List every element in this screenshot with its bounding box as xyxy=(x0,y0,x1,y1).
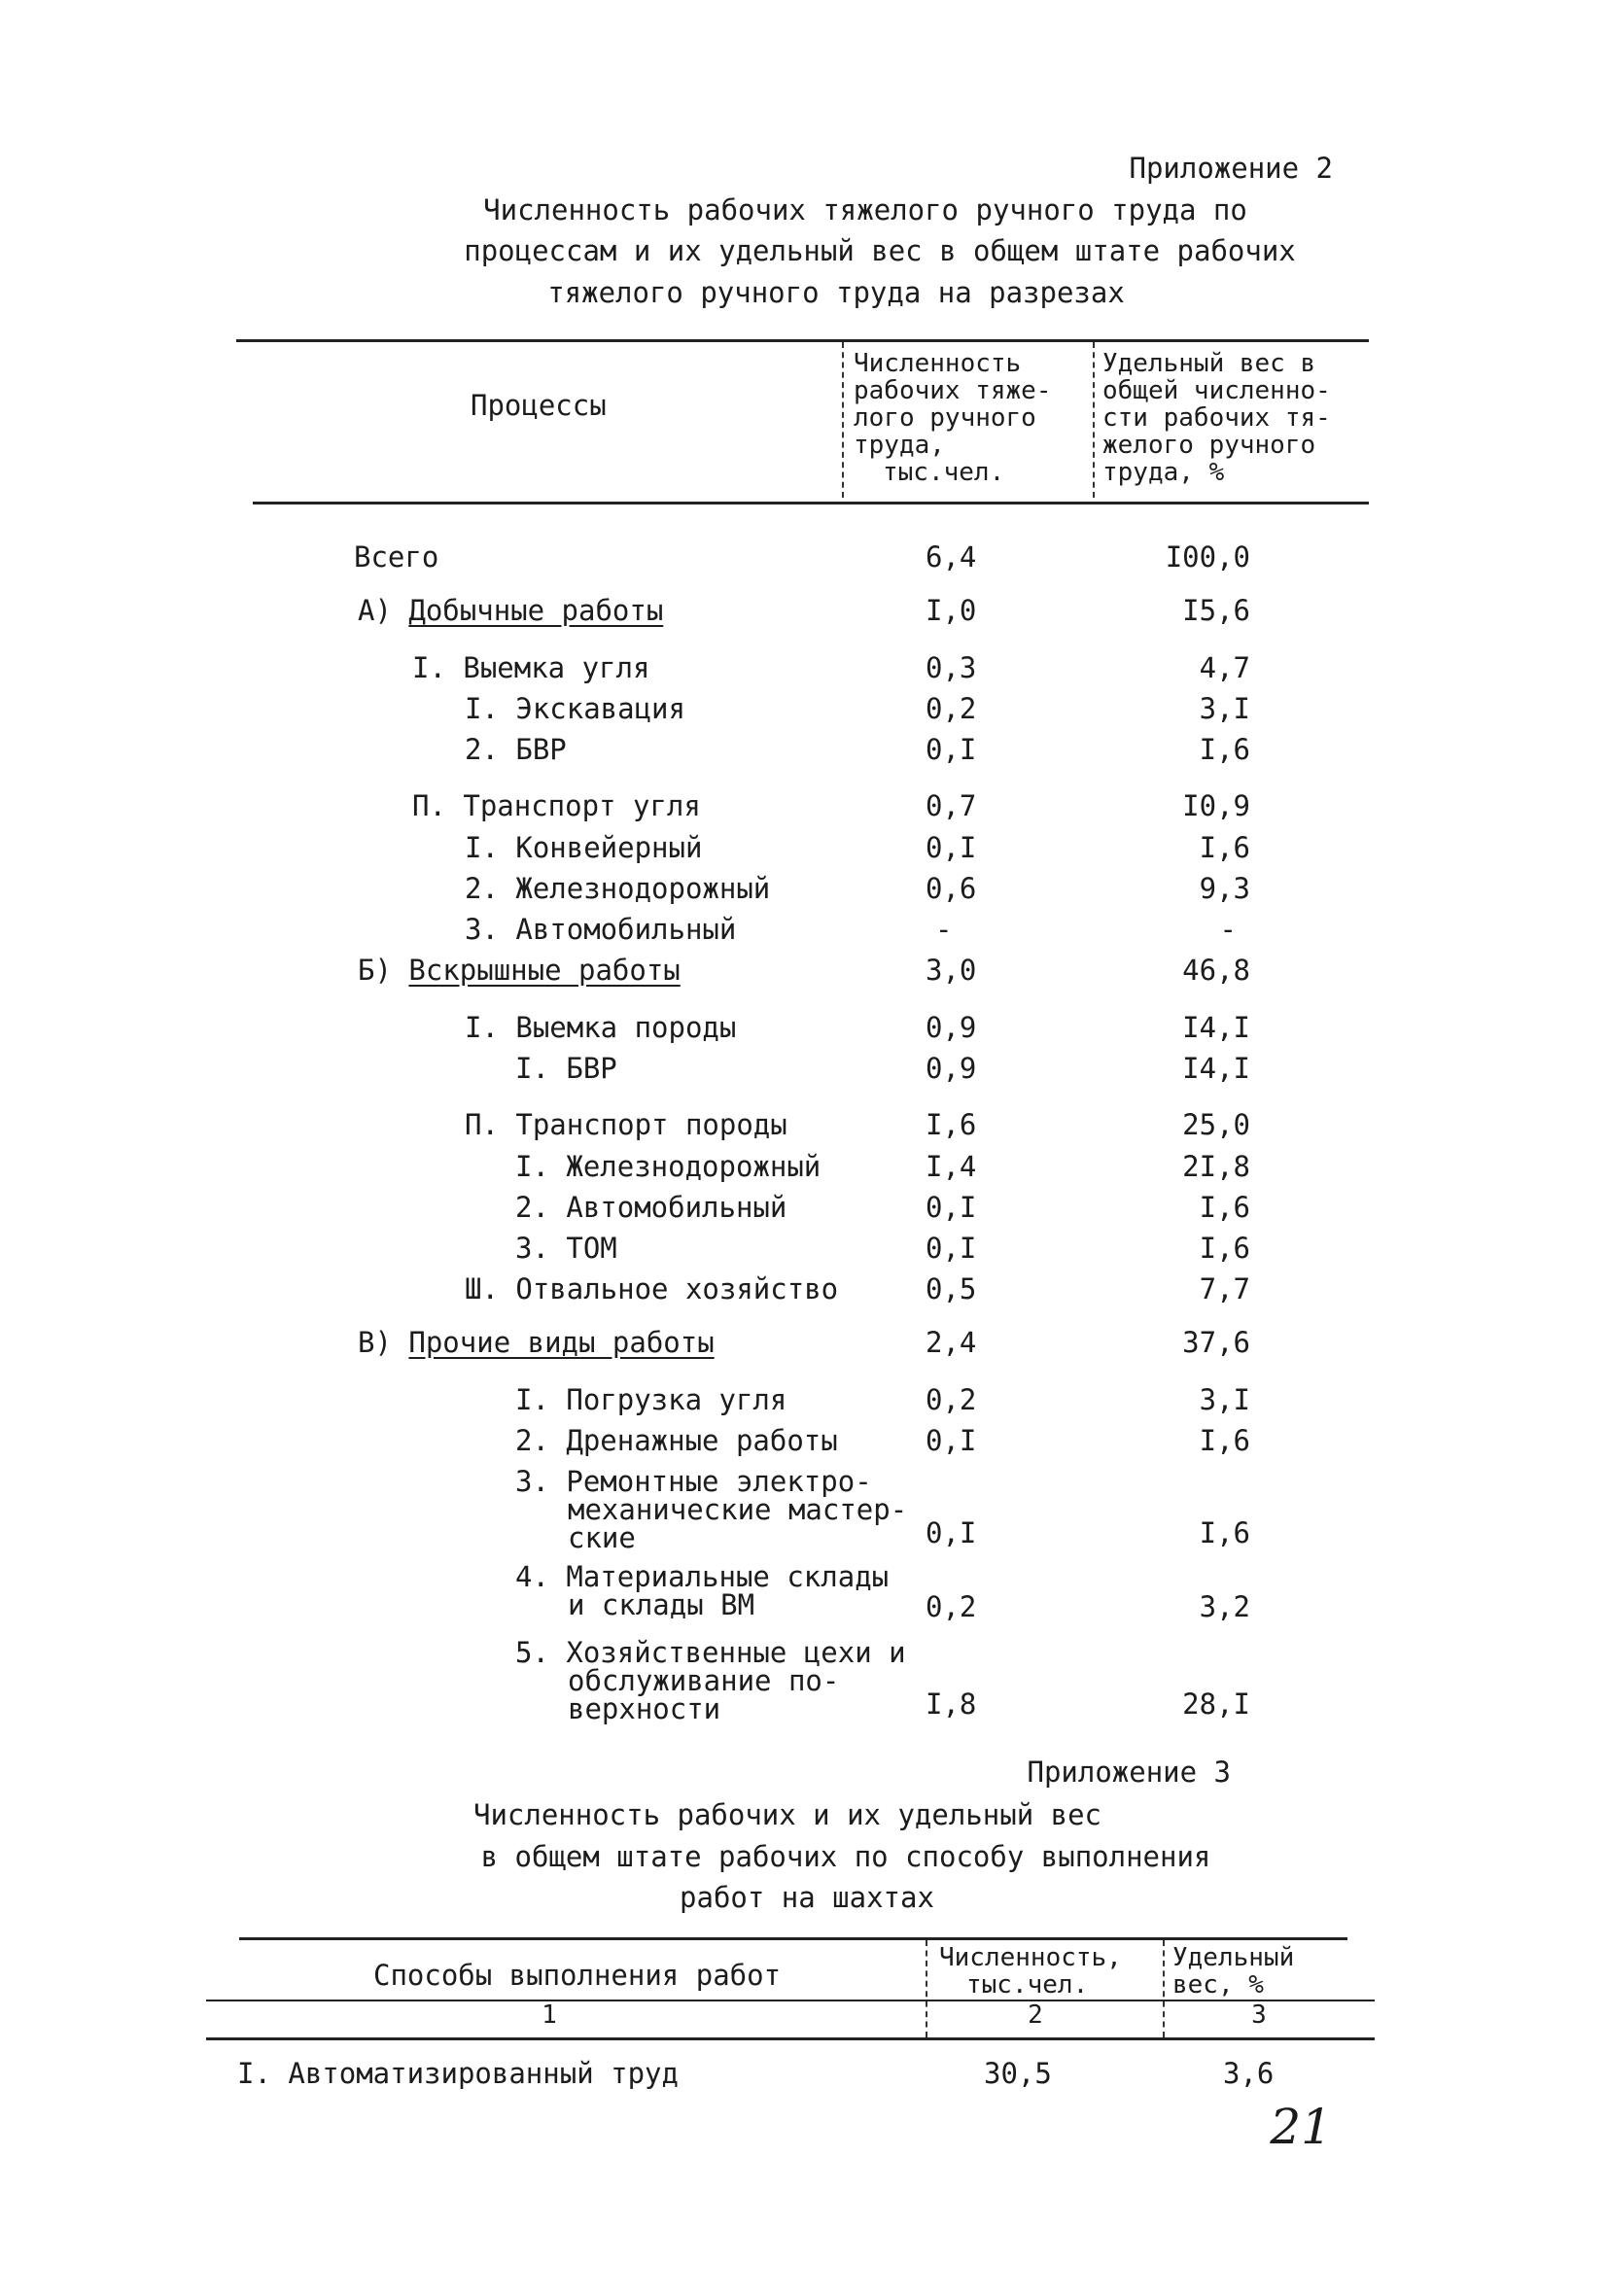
row-label: I. Выемка породы xyxy=(465,1011,737,1044)
row-share: I,6 xyxy=(1199,1424,1250,1457)
row-label: I. Погрузка угля xyxy=(515,1383,787,1416)
appendix3-label: Приложение 3 xyxy=(1027,1756,1231,1789)
row-share: - xyxy=(1219,913,1237,946)
header-share-line: желого ручного xyxy=(1102,431,1316,461)
row-share: 9,3 xyxy=(1199,872,1250,905)
row-share: 46,8 xyxy=(1182,954,1250,987)
appendix2-title-line-1: Численность рабочих тяжелого ручного труда по xyxy=(483,193,1247,226)
group-title: Прочие виды работы xyxy=(408,1326,715,1359)
row-label: 2. БВР xyxy=(465,733,567,766)
row-share: 25,0 xyxy=(1182,1108,1250,1141)
appendix2-title-line-2: процессам и их удельный вес в общем штате рабочих xyxy=(464,234,1296,267)
appendix3-row-share: 3,6 xyxy=(1223,2057,1275,2090)
appendix3-column-number-1: 1 xyxy=(542,2000,557,2030)
appendix3-row-count: 30,5 xyxy=(984,2057,1052,2090)
header-share-line: труда, % xyxy=(1102,458,1225,488)
header-count-line: Численность xyxy=(854,349,1022,378)
header-count-line: лого ручного xyxy=(854,403,1036,434)
row-label-group: Б) Вскрышные работы xyxy=(358,954,681,987)
appendix2-header-share xyxy=(1102,350,1331,486)
row-share: I,6 xyxy=(1199,1516,1250,1549)
row-share: I5,6 xyxy=(1182,594,1250,627)
row-label: I. Железнодорожный xyxy=(515,1150,821,1183)
appendix3-row-label: I. Автоматизированный труд xyxy=(237,2057,679,2090)
appendix3-column-divider-2 xyxy=(1163,1940,1165,2037)
row-share: I,6 xyxy=(1199,1232,1250,1265)
row-label: 3. Автомобильный xyxy=(465,913,737,946)
row-count: 0,7 xyxy=(926,789,977,822)
appendix3-column-number-2: 2 xyxy=(1028,2000,1043,2030)
header-count-line: труда, xyxy=(854,431,945,461)
appendix3-header-methods: Способы выполнения работ xyxy=(373,1959,782,1992)
row-share: 7,7 xyxy=(1199,1272,1250,1305)
row-count: 0,I xyxy=(926,831,977,864)
header-share-line: общей численно- xyxy=(1102,376,1331,406)
appendix3-title-line-1: Численность рабочих и их удельный вес xyxy=(472,1798,1101,1831)
header-count-line: Численность, xyxy=(939,1943,1122,1972)
row-count: 0,I xyxy=(926,1424,977,1457)
row-share: 28,I xyxy=(1182,1687,1250,1721)
header-count-line: тыс.чел. xyxy=(966,1970,1089,2000)
appendix3-number-rule xyxy=(206,2037,1375,2040)
row-label: П. Транспорт породы xyxy=(465,1108,787,1141)
appendix3-column-number-3: 3 xyxy=(1251,2000,1267,2030)
row-share: 3,I xyxy=(1199,1383,1250,1416)
row-label: I. Экскавация xyxy=(465,692,685,725)
appendix3-header-share xyxy=(1172,1944,1294,1999)
row-count: 6,4 xyxy=(926,540,977,574)
appendix2-label: Приложение 2 xyxy=(1129,152,1333,185)
row-label: 4. Материальные склады и склады ВМ xyxy=(515,1560,890,1621)
row-share: 3,I xyxy=(1199,692,1250,725)
row-count: 0,3 xyxy=(926,651,977,684)
row-label: 2. Железнодорожный xyxy=(465,872,771,905)
row-label-group: А) Добычные работы xyxy=(358,594,664,627)
appendix2-table-top-rule xyxy=(236,339,1369,342)
row-label: I. Конвейерный xyxy=(465,831,703,864)
header-share-line: Удельный xyxy=(1172,1943,1295,1972)
row-share: 4,7 xyxy=(1199,651,1250,684)
row-count: 0,2 xyxy=(926,692,977,725)
appendix2-header-processes: Процессы xyxy=(471,389,607,422)
row-count: 0,I xyxy=(926,1232,977,1265)
row-label: П. Транспорт угля xyxy=(412,789,701,822)
appendix3-column-divider-1 xyxy=(926,1940,927,2037)
page-number: 21 xyxy=(1270,2099,1332,2155)
row-label: Ш. Отвальное хозяйство xyxy=(465,1272,839,1305)
appendix2-column-divider-1 xyxy=(842,342,844,498)
row-share: I,6 xyxy=(1199,831,1250,864)
row-count: - xyxy=(935,913,953,946)
row-count: I,6 xyxy=(926,1108,977,1141)
appendix3-table-top-rule xyxy=(239,1937,1347,1940)
appendix2-header-bottom-rule xyxy=(253,502,1369,504)
row-count: 2,4 xyxy=(926,1326,977,1359)
row-label: I. Выемка угля xyxy=(412,651,650,684)
row-count: 0,6 xyxy=(926,872,977,905)
row-count: 0,2 xyxy=(926,1383,977,1416)
row-count: I,4 xyxy=(926,1150,977,1183)
row-share: I,6 xyxy=(1199,733,1250,766)
header-count-line: рабочих тяже- xyxy=(854,376,1052,406)
row-share: 3,2 xyxy=(1199,1590,1250,1623)
row-share: 37,6 xyxy=(1182,1326,1250,1359)
row-count: 0,9 xyxy=(926,1052,977,1085)
row-count: 0,I xyxy=(926,1516,977,1549)
row-share: I00,0 xyxy=(1165,540,1250,574)
row-share: I4,I xyxy=(1182,1011,1250,1044)
row-count: 0,9 xyxy=(926,1011,977,1044)
header-share-line: Удельный вес в xyxy=(1102,349,1316,378)
row-label: 3. Ремонтные электро- механические мастер- ские xyxy=(515,1465,908,1554)
row-label: 2. Автомобильный xyxy=(515,1191,787,1224)
row-count: I,8 xyxy=(926,1687,977,1721)
header-share-line: вес, % xyxy=(1172,1970,1264,2000)
row-count: I,0 xyxy=(926,594,977,627)
row-label-group: В) Прочие виды работы xyxy=(358,1326,715,1359)
appendix2-title-line-3: тяжелого ручного труда на разрезах xyxy=(547,276,1125,309)
appendix2-header-count xyxy=(854,350,1052,486)
row-count: 0,I xyxy=(926,733,977,766)
header-share-line: сти рабочих тя- xyxy=(1102,403,1331,434)
header-count-line: тыс.чел. xyxy=(883,458,1005,488)
row-share: 2I,8 xyxy=(1182,1150,1250,1183)
row-share: I0,9 xyxy=(1182,789,1250,822)
appendix3-title-line-3: работ на шахтах xyxy=(680,1881,934,1914)
row-label: 5. Хозяйственные цехи и обслуживание по- верхности xyxy=(515,1636,906,1725)
row-count: 0,I xyxy=(926,1191,977,1224)
row-label: I. БВР xyxy=(515,1052,617,1085)
row-label: 2. Дренажные работы xyxy=(515,1424,838,1457)
appendix3-title-line-2: в общем штате рабочих по способу выполнения xyxy=(480,1840,1211,1873)
appendix2-column-divider-2 xyxy=(1093,342,1095,498)
row-label: 3. ТОМ xyxy=(515,1232,617,1265)
row-label: Всего xyxy=(354,540,439,574)
row-share: I4,I xyxy=(1182,1052,1250,1085)
row-count: 0,5 xyxy=(926,1272,977,1305)
row-count: 3,0 xyxy=(926,954,977,987)
row-share: I,6 xyxy=(1199,1191,1250,1224)
appendix3-header-count xyxy=(939,1944,1122,1999)
row-count: 0,2 xyxy=(926,1590,977,1623)
group-title: Добычные работы xyxy=(408,594,664,627)
group-title: Вскрышные работы xyxy=(408,954,681,987)
